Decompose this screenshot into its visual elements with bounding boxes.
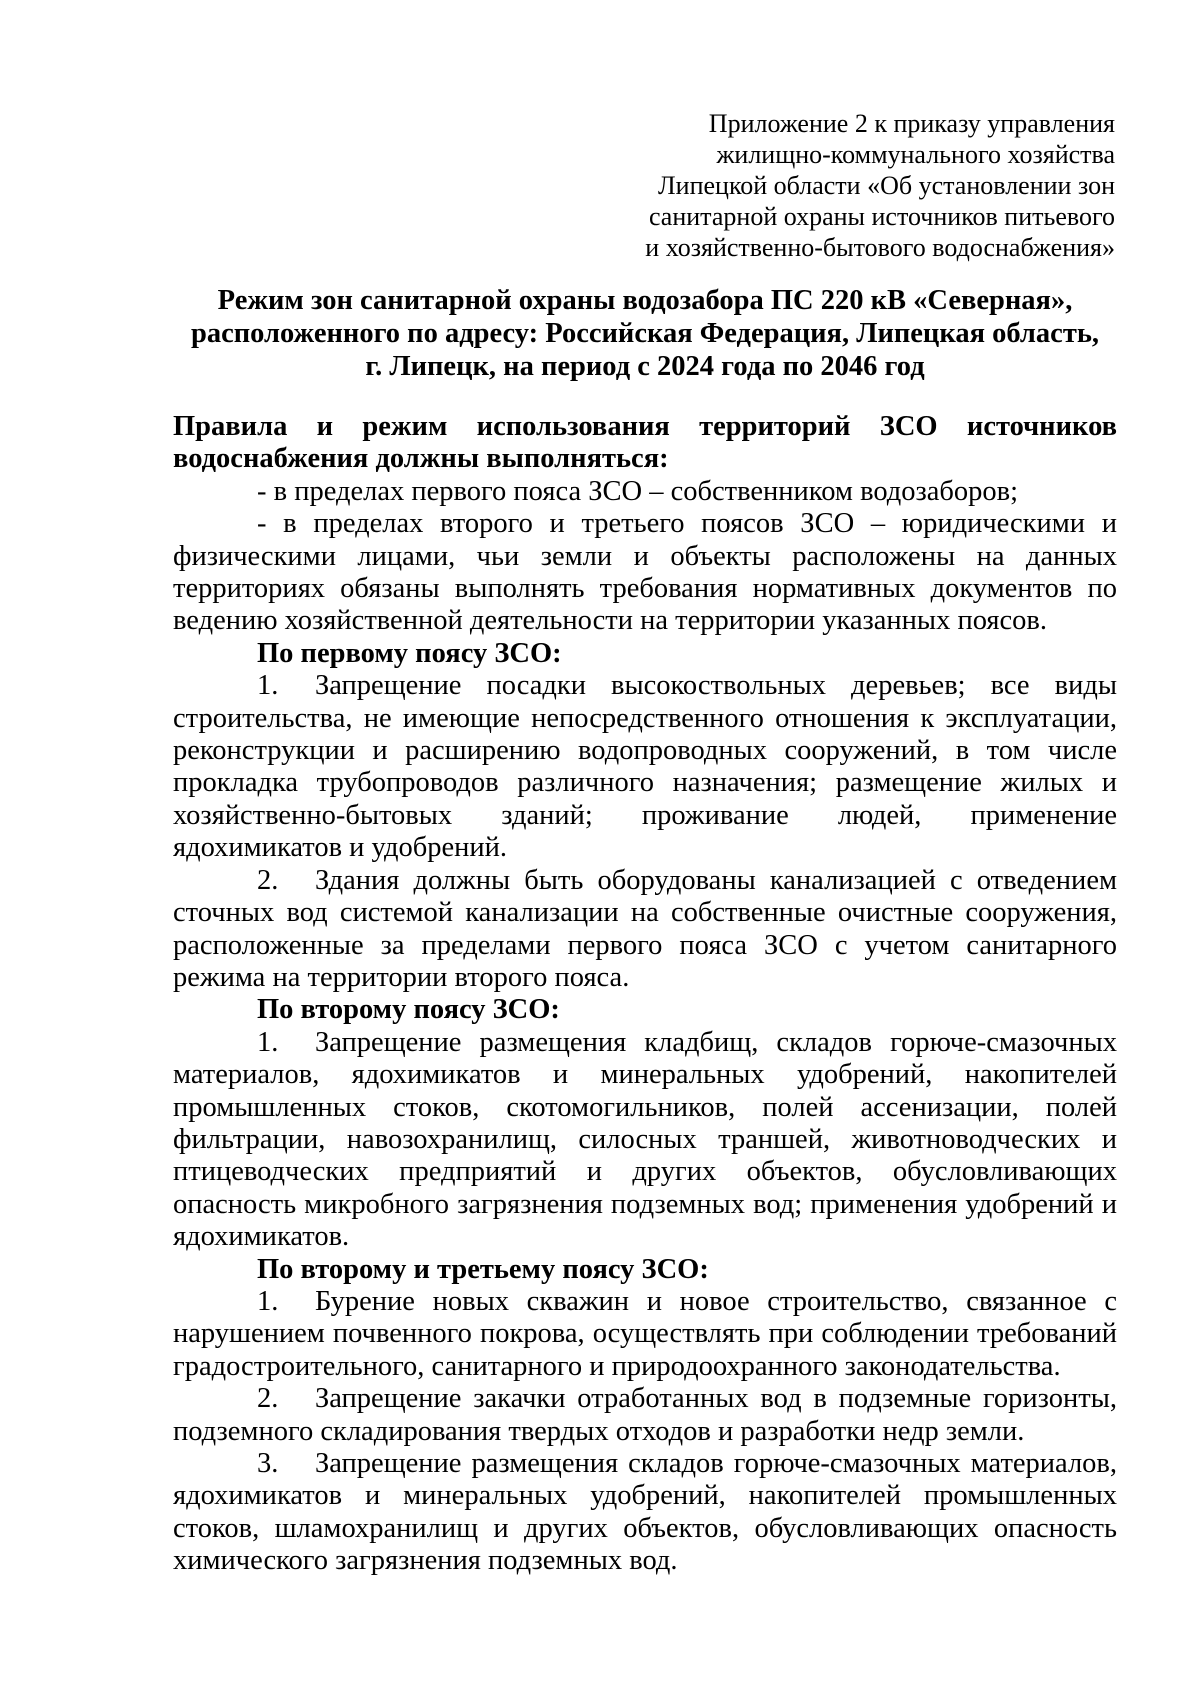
appendix-line: жилищно-коммунального хозяйства bbox=[716, 140, 1115, 169]
rules-heading: Правила и режим использования территорий ЗСО источников водоснабжения должны выполняться: bbox=[173, 411, 1117, 475]
section-heading-second-zone: По второму поясу ЗСО: bbox=[257, 994, 560, 1026]
item-text: Бурение новых скважин и новое строительство, связанное с нарушением почвенного покрова, осуществлять при соблюдении требований градостроительного, санитарного и природоохранного законодательства. bbox=[173, 1285, 1117, 1382]
item-text: Запрещение размещения кладбищ, складов горюче-смазочных материалов, ядохимикатов и минеральных удобрений, накопителей промышленных стоков, скотомогильников, полей ассенизации, полей фильтрации, навозохранилищ, силосных траншей, животноводческих и птицеводческих предприятий и других объектов, обусловливающих опасность микробного загрязнения подземных вод; применения удобрений и ядохимикатов. bbox=[173, 1026, 1117, 1253]
document-title bbox=[173, 284, 1117, 383]
item-number: 2. bbox=[257, 1383, 279, 1415]
list-item bbox=[173, 865, 1117, 995]
document-body bbox=[173, 411, 1117, 1578]
item-number: 2. bbox=[257, 864, 279, 896]
item-number: 3. bbox=[257, 1448, 279, 1479]
list-item bbox=[173, 1383, 1117, 1448]
item-number: 1. bbox=[257, 1026, 279, 1058]
list-item bbox=[173, 1286, 1117, 1383]
item-text: Запрещение размещения складов горюче-смазочных материалов, ядохимикатов и минеральных удобрений, накопителей промышленных стоков, шламохранилищ и других объектов, обусловливающих опасность химического загрязнения подземных вод. bbox=[173, 1448, 1117, 1577]
section-heading-second-third-zone: По второму и третьему поясу ЗСО: bbox=[257, 1253, 709, 1285]
list-item bbox=[173, 670, 1117, 864]
item-text: Здания должны быть оборудованы канализацией с отведением сточных вод системой канализации на собственные очистные сооружения, расположенные за пределами первого пояса ЗСО с учетом санитарного режима на территории второго пояса. bbox=[173, 864, 1117, 993]
title-line: расположенного по адресу: Российская Федерация, Липецкая область, bbox=[190, 318, 1100, 349]
item-text: Запрещение посадки высокоствольных деревьев; все виды строительства, не имеющие непосредственного отношения к эксплуатации, реконструкции и расширению водопроводных сооружений, в том числе прокладка трубопроводов различного назначения; размещение жилых и хозяйственно-бытовых зданий; проживание людей, применение ядохимикатов и удобрений. bbox=[173, 670, 1117, 864]
appendix-line: Липецкой области «Об установлении зон bbox=[658, 171, 1115, 200]
list-item bbox=[173, 1448, 1117, 1578]
item-number: 1. bbox=[257, 670, 279, 702]
title-line: г. Липецк, на период с 2024 года по 2046 год bbox=[365, 351, 925, 382]
appendix-line: и хозяйственно-бытового водоснабжения» bbox=[645, 233, 1115, 262]
item-number: 1. bbox=[257, 1285, 279, 1317]
other-zones-paragraph: - в пределах второго и третьего поясов ЗСО – юридическими и физическими лицами, чьи земли и объекты расположены на данных территориях обязаны выполнять требования нормативных документов по ведению хозяйственной деятельности на территории указанных поясов. bbox=[173, 508, 1117, 637]
section-heading-first-zone: По первому поясу ЗСО: bbox=[257, 637, 562, 669]
title-line: Режим зон санитарной охраны водозабора ПС 220 кВ «Северная», bbox=[217, 285, 1073, 316]
first-zone-paragraph: - в пределах первого пояса ЗСО – собственником водозаборов; bbox=[257, 475, 1019, 507]
list-item bbox=[173, 1027, 1117, 1254]
appendix-line: Приложение 2 к приказу управления bbox=[708, 109, 1115, 138]
appendix-note bbox=[560, 108, 1115, 263]
item-text: Запрещение закачки отработанных вод в подземные горизонты, подземного складирования твердых отходов и разработки недр земли. bbox=[173, 1383, 1117, 1447]
appendix-line: санитарной охраны источников питьевого bbox=[648, 202, 1115, 231]
